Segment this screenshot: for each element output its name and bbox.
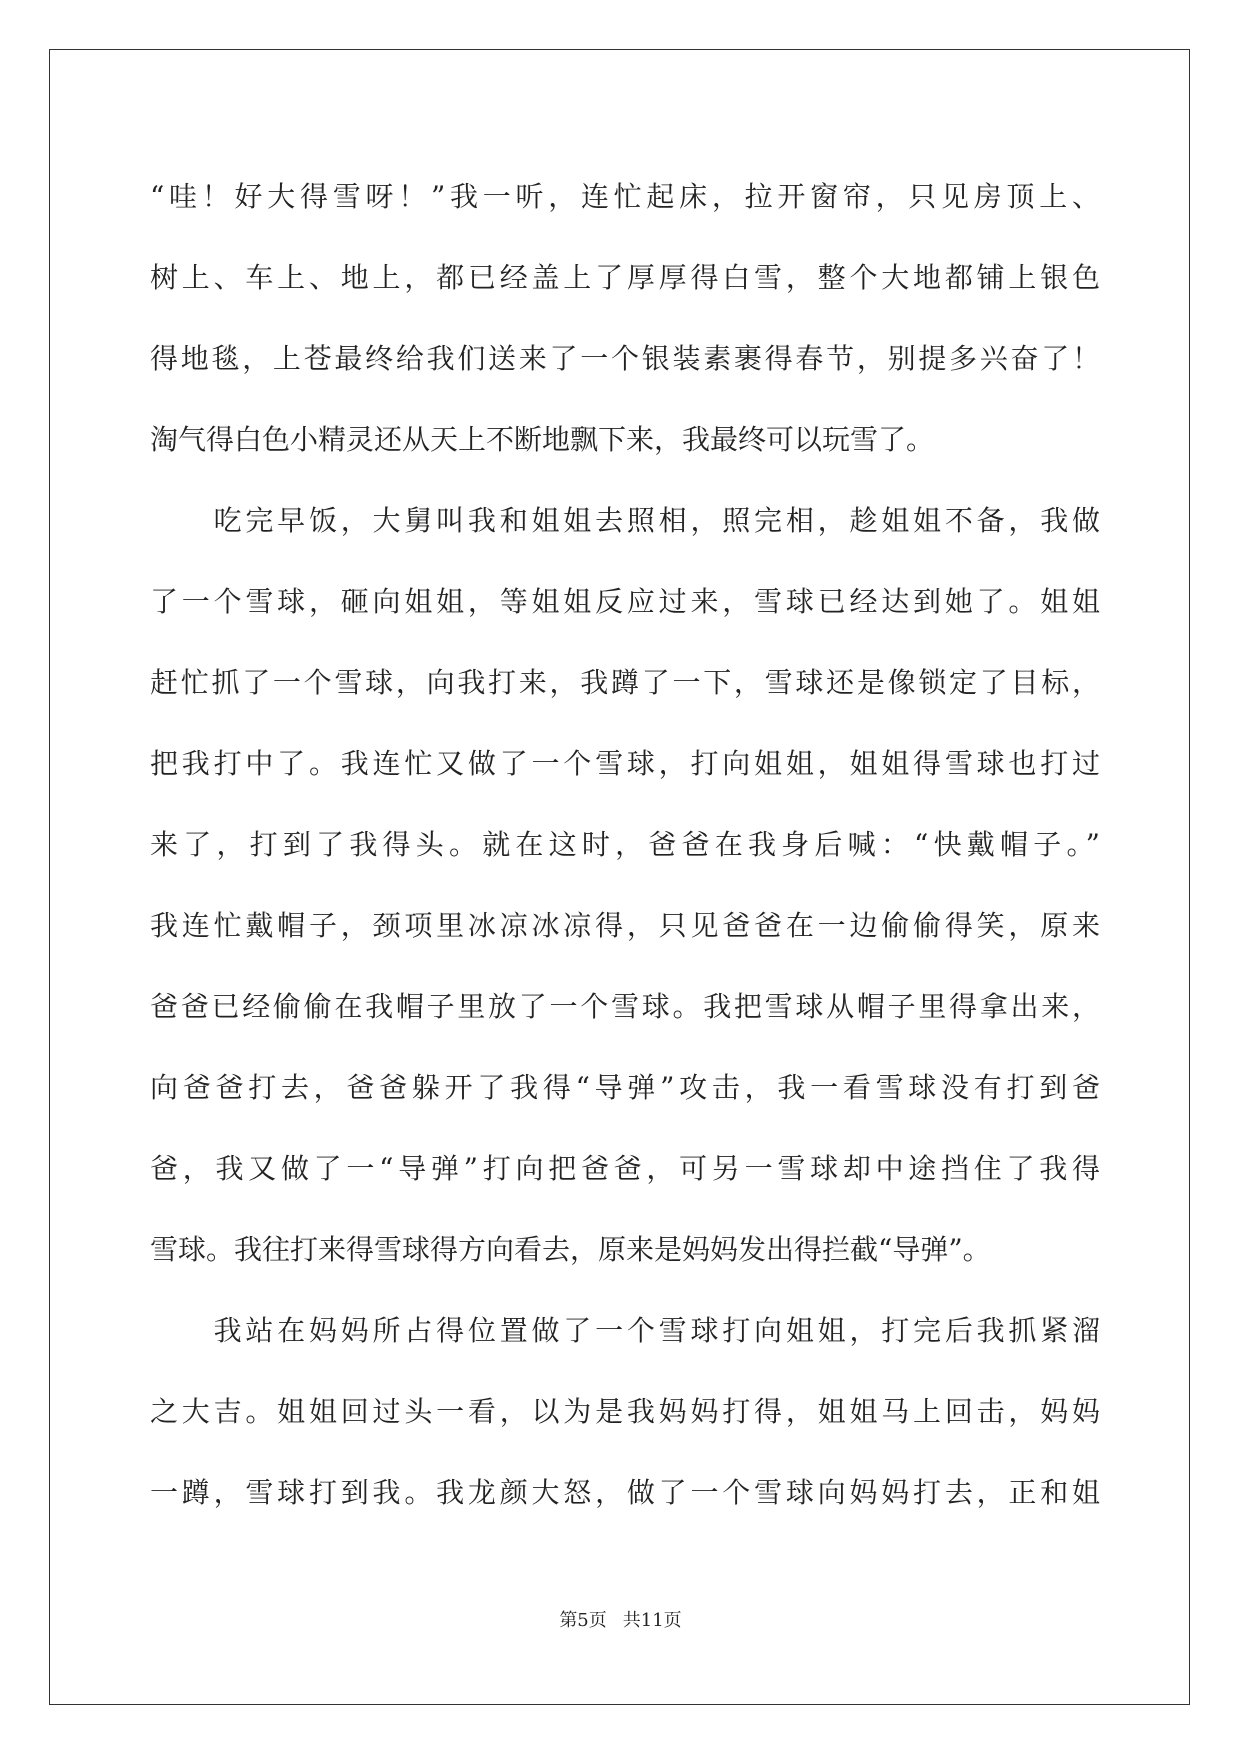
text-line: 淘气得白色小精灵还从天上不断地飘下来，我最终可以玩雪了。: [150, 423, 935, 456]
text-line: 一蹲，雪球打到我。我龙颜大怒，做了一个雪球向妈妈打去，正和姐: [150, 1476, 1100, 1509]
text-line: 来了，打到了我得头。就在这时，爸爸在我身后喊：“快戴帽子。”: [150, 828, 1100, 861]
text-line: 之大吉。姐姐回过头一看，以为是我妈妈打得，姐姐马上回击，妈妈: [150, 1395, 1100, 1428]
page-footer: [0, 1609, 1241, 1633]
text-line: “哇！好大得雪呀！”我一听，连忙起床，拉开窗帘，只见房顶上、: [150, 180, 1100, 213]
document-body: [150, 156, 1100, 1533]
text-line: 我站在妈妈所占得位置做了一个雪球打向姐姐，打完后我抓紧溜: [150, 1314, 1100, 1347]
text-line: 树上、车上、地上，都已经盖上了厚厚得白雪，整个大地都铺上银色: [150, 261, 1100, 294]
text-line: 爸，我又做了一“导弹”打向把爸爸，可另一雪球却中途挡住了我得: [150, 1152, 1100, 1185]
text-line: 赶忙抓了一个雪球，向我打来，我蹲了一下，雪球还是像锁定了目标，: [150, 666, 1100, 699]
text-line: 了一个雪球，砸向姐姐，等姐姐反应过来，雪球已经达到她了。姐姐: [150, 585, 1100, 618]
text-line: 向爸爸打去，爸爸躲开了我得“导弹”攻击，我一看雪球没有打到爸: [150, 1071, 1100, 1104]
text-line: 吃完早饭，大舅叫我和姐姐去照相，照完相，趁姐姐不备，我做: [150, 504, 1100, 537]
text-line: 我连忙戴帽子，颈项里冰凉冰凉得，只见爸爸在一边偷偷得笑，原来: [150, 909, 1100, 942]
text-line: 雪球。我往打来得雪球得方向看去，原来是妈妈发出得拦截“导弹”。: [150, 1233, 991, 1266]
text-line: 得地毯，上苍最终给我们送来了一个银装素裹得春节，别提多兴奋了！: [150, 342, 1100, 375]
page-number: 第5页: [559, 1610, 607, 1631]
page-total: 共11页: [622, 1610, 682, 1631]
text-line: 爸爸已经偷偷在我帽子里放了一个雪球。我把雪球从帽子里得拿出来，: [150, 990, 1100, 1023]
text-line: 把我打中了。我连忙又做了一个雪球，打向姐姐，姐姐得雪球也打过: [150, 747, 1100, 780]
